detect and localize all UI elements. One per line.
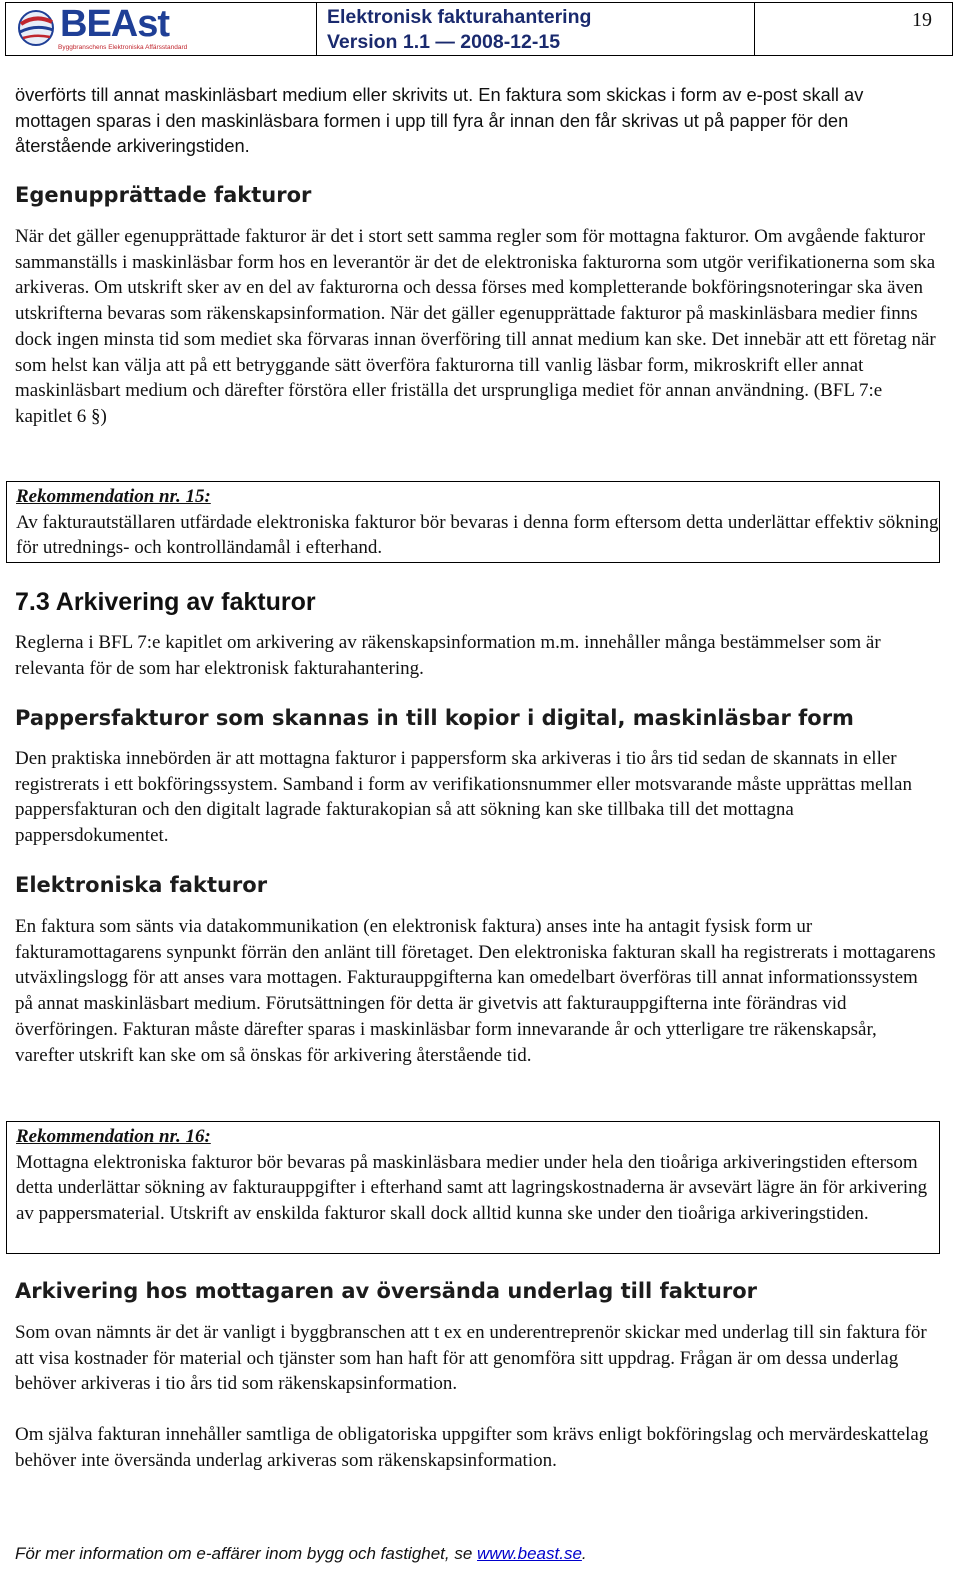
section-heading-pappersfakturor: Pappersfakturor som skannas in till kopior i digital, maskinläsbar form: [15, 706, 854, 730]
section-text-arkivering-mottagaren: [15, 1320, 940, 1474]
recommendation-text: Mottagna elektroniska fakturor bör bevaras på maskinläsbara medier under hela den tioåriga arkiveringstiden eftersom detta underlättar sökning av fakturauppgifter i efterhand samt att lagringskostnaderna är avsevärt lägre än för arkivering av pappersmaterial. Utskrift av enskilda fakturor skall dock alltid kunna ske under den tioåriga arkiveringstiden.: [16, 1151, 928, 1225]
section-text-egenupprattade: [15, 224, 940, 430]
section-heading-7-3: 7.3 Arkivering av fakturor: [15, 588, 316, 616]
recommendation-heading: Rekommendation nr. 16:: [16, 1126, 211, 1147]
footer-end: .: [581, 1544, 587, 1563]
logo-text: BEAst: [60, 3, 170, 45]
page-footer: [15, 1544, 587, 1564]
paragraph: Den praktiska innebörden är att mottagna fakturor i pappersform ska arkiveras i tio års tid sedan de skannats in eller registrerats i ett bokföringssystem. Samband i form av verifikationsnummer eller motsvarande måste upprättas mellan pappersfakturan och den digitalt lagrade fakturakopian så att sökning kan ske tillbaka till det mottagna pappersdokumentet.: [15, 748, 912, 847]
intro-text: överförts till annat maskinläsbart medium eller skrivits ut. En faktura som skickas i form av e-post skall av mottagen sparas i den maskinläsbara formen i upp till fyra år innan den får skrivas ut på papper för den återstående arkiveringstiden.: [15, 84, 864, 157]
recommendation-box-15: [6, 481, 940, 563]
section-heading-elektroniska: Elektroniska fakturor: [15, 873, 268, 897]
header-title-line1: Elektronisk fakturahantering: [327, 6, 592, 28]
paragraph: När det gäller egenupprättade fakturor är det i stort sett samma regler som för mottagna fakturor. Om avgående fakturor sammanställs i maskinläsbar form hos en leverantör är det de elektroniska fakturorna som utgör verifikationerna som ska arkiveras. Om utskrift sker av en del av fakturorna och dessa förses med kompletterande bokföringsnoteringar ska även utskrifterna bevaras som räkenskapsinformation. När det gäller egenupprättade fakturor på maskinläsbara medier finns dock ingen minsta tid som mediet ska förvaras innan överföring till annat medium kan ske. Det innebär att ett företag när som helst kan välja att på ett betryggande sätt överföra fakturorna till vanlig läsbar form, mikroskrift eller annat maskinläsbart medium och därefter förstöra eller friställa det ursprungliga mediet för annan användning. (BFL 7:e kapitlet 6 §): [15, 226, 936, 427]
logo-subtitle: Byggbranschens Elektroniska Affärsstandard: [58, 44, 188, 51]
section-heading-egenupprattade: Egenupprättade fakturor: [15, 183, 312, 207]
footer-link[interactable]: www.beast.se: [477, 1544, 582, 1563]
header-title-line2: Version 1.1 — 2008-12-15: [327, 31, 561, 53]
section-text-7-3: [15, 630, 940, 681]
section-heading-arkivering-mottagaren: Arkivering hos mottagaren av översända underlag till fakturor: [15, 1279, 757, 1303]
paragraph: En faktura som sänts via datakommunikation (en elektronisk faktura) anses inte ha antagit fysisk form ur fakturamottagarens synpunkt förrän den anlänt till företaget. Den elektroniska fakturan skall ha registrerats i mottagarens utväxlingslogg för att anses vara mottagen. Fakturauppgifterna kan omedelbart överföras till annat informationssystem på annat maskinläsbart medium. Förutsättningen för detta är givetvis att fakturauppgifterna inte förändras vid överföringen. Fakturan måste därefter sparas i maskinläsbar form innevarande år och ytterligare tre räkenskapsår, varefter utskrift kan ske om så önskas för arkivering återstående tid.: [15, 916, 936, 1066]
recommendation-heading: Rekommendation nr. 15:: [16, 486, 211, 507]
recommendation-text: Av fakturautställaren utfärdade elektroniska fakturor bör bevaras i denna form eftersom detta underlättar effektiv sökning för utrednings- och kontrolländamål i efterhand.: [16, 511, 939, 559]
logo-cell: [6, 3, 317, 55]
page-number: 19: [912, 9, 932, 31]
section-text-elektroniska: [15, 914, 940, 1068]
beast-logo: [14, 3, 188, 52]
recommendation-box-16: [6, 1121, 940, 1254]
paragraph: Som ovan nämnts är det är vanligt i byggbranschen att t ex en underentreprenör skickar med underlag till sin faktura för att visa kostnader för material och tjänster som han haft för att genomföra sitt uppdrag. Frågan är om dessa underlag behöver arkiveras i tio års tid som räkenskapsinformation.: [15, 1322, 927, 1395]
page-header: [5, 2, 953, 56]
globe-icon: [16, 6, 60, 50]
paragraph: Reglerna i BFL 7:e kapitlet om arkivering av räkenskapsinformation m.m. innehåller många bestämmelser som är relevanta för de som har elektronisk fakturahantering.: [15, 632, 881, 679]
header-title: [317, 3, 755, 55]
intro-paragraph: [15, 82, 940, 159]
paragraph: Om själva fakturan innehåller samtliga de obligatoriska uppgifter som krävs enligt bokföringslag och mervärdeskattelag behöver inte översända underlag arkiveras som räkenskapsinformation.: [15, 1424, 929, 1471]
footer-text: För mer information om e-affärer inom bygg och fastighet, se: [15, 1544, 478, 1563]
section-text-pappersfakturor: [15, 746, 940, 849]
